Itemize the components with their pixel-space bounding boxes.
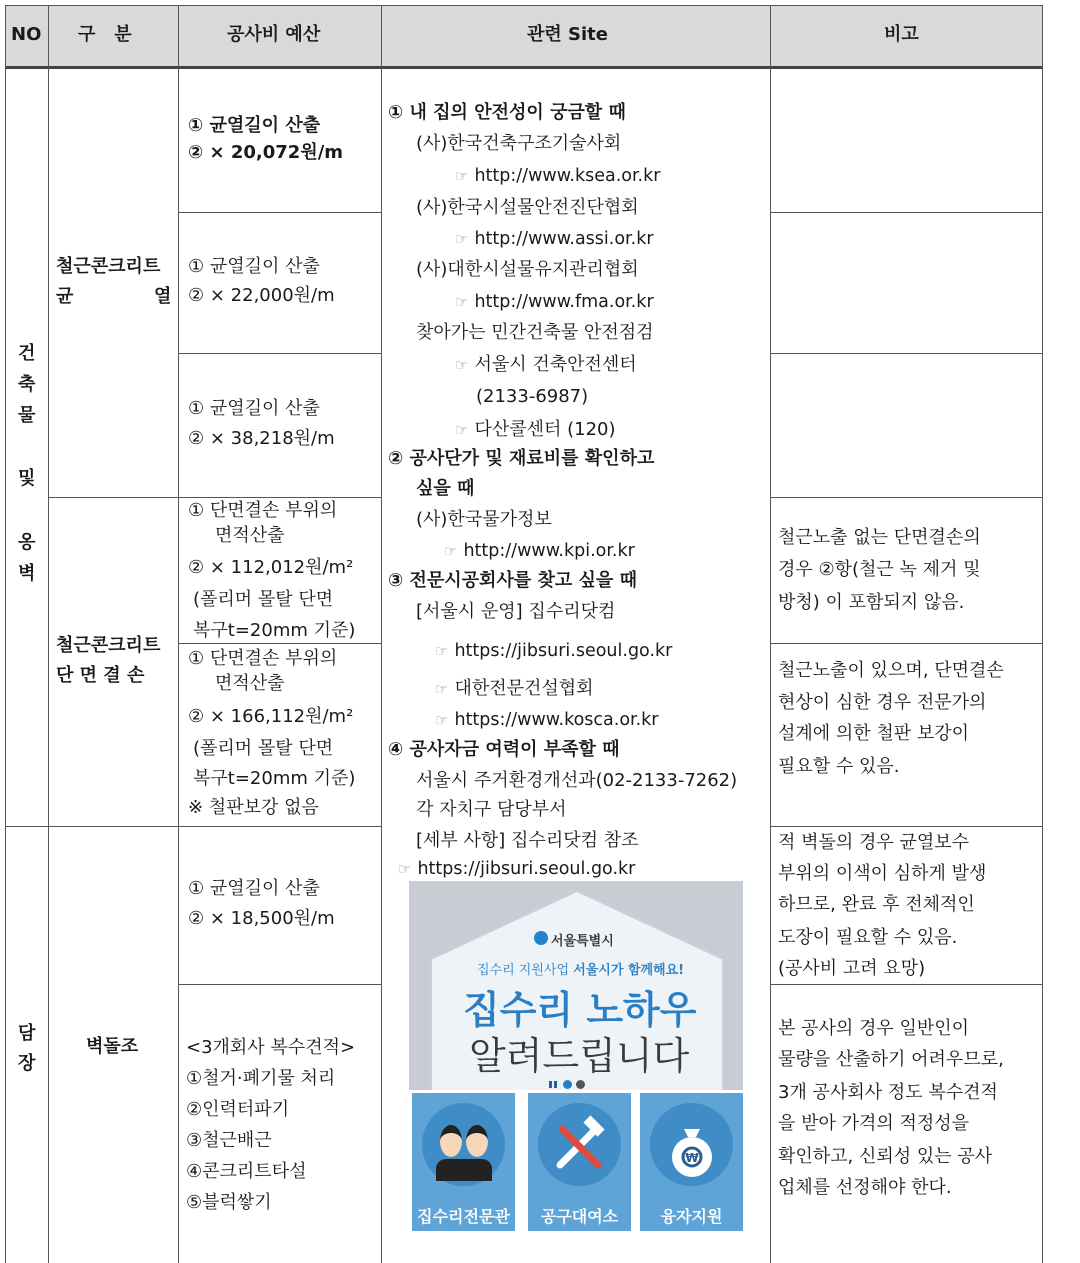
link-jibsuri-2[interactable]: ☞ https://jibsuri.seoul.go.kr [398, 859, 636, 879]
tools-icon [550, 1115, 610, 1175]
banner-title: 집수리 노하우 [463, 988, 697, 1032]
site-heading-4: ④ 공사자금 여력이 부족할 때 [388, 739, 620, 760]
pointer-icon: ☞ [455, 167, 469, 185]
subcat-brick: 벽돌조 [86, 1036, 139, 1057]
link-fma[interactable]: ☞ http://www.fma.or.kr [455, 292, 654, 312]
link-kosca[interactable]: ☞ https://www.kosca.or.kr [435, 710, 659, 730]
seoul-logo-icon [534, 931, 548, 945]
header-budget: 공사비 예산 [227, 24, 321, 45]
subcat-rc-crack-3: 열 [154, 286, 172, 307]
banner-tagline: 집수리 지원사업 서울시가 함께해요! [477, 963, 685, 978]
tile-tools[interactable] [528, 1093, 631, 1231]
link-kpi[interactable]: ☞ http://www.kpi.or.kr [444, 541, 635, 561]
jibsuri-banner[interactable] [409, 881, 743, 1090]
tile-loan-label: 융자지원 [660, 1207, 723, 1226]
link-jibsuri[interactable]: ☞ https://jibsuri.seoul.go.kr [435, 641, 673, 661]
site-heading-1: ① 내 집의 안전성이 궁금할 때 [388, 102, 626, 123]
tile-expert[interactable] [412, 1093, 515, 1231]
header-no: NO [11, 24, 42, 45]
pointer-icon: ☞ [455, 356, 469, 374]
pointer-icon: ☞ [435, 680, 449, 698]
banner-subtitle: 알려드립니다 [469, 1034, 690, 1078]
banner-city: 서울특별시 [551, 934, 614, 949]
header-category: 구 분 [78, 24, 132, 45]
pointer-icon: ☞ [455, 293, 469, 311]
subcat-rc-crack: 철근콘크리트 [56, 256, 161, 277]
header-remark: 비고 [884, 24, 919, 45]
header-site: 관련 Site [527, 24, 608, 45]
site-heading-2: ② 공사단가 및 재료비를 확인하고 [388, 448, 655, 469]
tile-loan[interactable] [640, 1093, 743, 1231]
subcat-rc-loss: 철근콘크리트 [56, 635, 161, 656]
site-heading-3: ③ 전문시공회사를 찾고 싶을 때 [388, 570, 637, 591]
pointer-icon: ☞ [398, 860, 412, 878]
tile-expert-label: 집수리전문관 [417, 1207, 510, 1226]
subcat-rc-loss-2: 단 면 결 손 [56, 665, 145, 686]
money-bag-icon [662, 1113, 722, 1179]
pointer-icon: ☞ [435, 711, 449, 729]
pointer-icon: ☞ [444, 542, 458, 560]
pointer-icon: ☞ [455, 230, 469, 248]
link-ksea[interactable]: ☞ http://www.ksea.or.kr [455, 166, 661, 186]
people-icon [436, 1121, 492, 1181]
pointer-icon: ☞ [435, 642, 449, 660]
carousel-dots[interactable] [549, 1079, 589, 1089]
svg-text:₩: ₩ [685, 1151, 699, 1165]
subcat-rc-crack-2: 균 [56, 286, 74, 307]
link-assi[interactable]: ☞ http://www.assi.or.kr [455, 229, 654, 249]
tile-tools-label: 공구대여소 [540, 1207, 619, 1226]
pointer-icon: ☞ [455, 421, 469, 439]
